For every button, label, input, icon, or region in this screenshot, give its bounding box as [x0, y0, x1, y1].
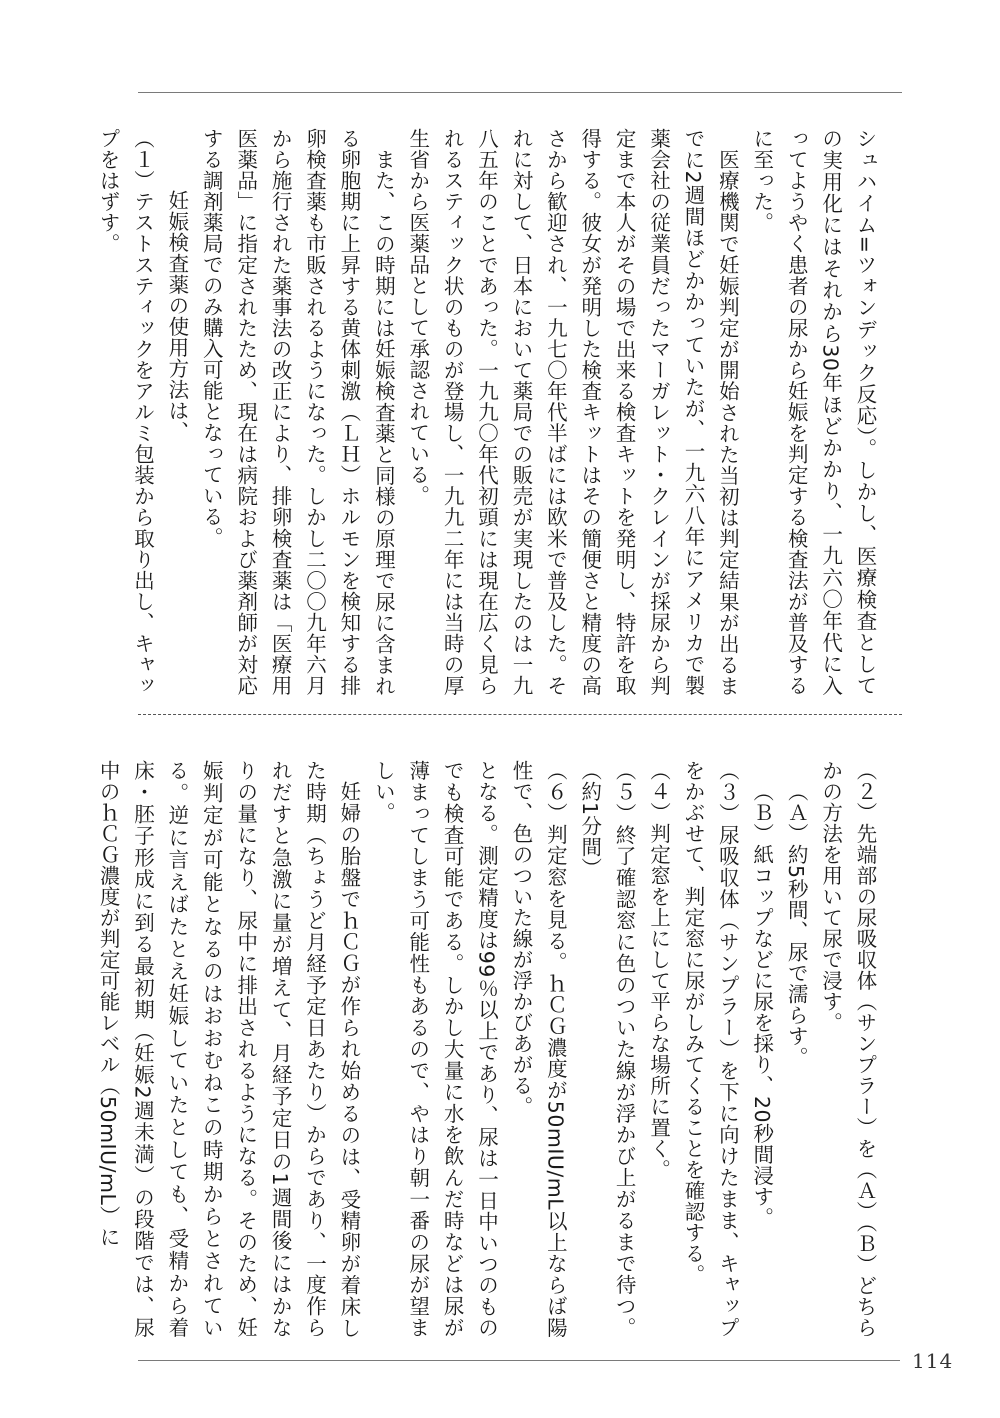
lower-text-column [96, 760, 882, 1338]
top-rule [138, 92, 902, 93]
column-divider [138, 714, 902, 715]
paragraph: 医療機関で妊娠判定が開始された当初は判定結果が出るまでに2週間ほどかかっていたが、一九六八年にアメリカで製薬会社の従業員だったマーガレット・クレインが採尿から判定まで本人がその場で出来る検査キットを発明し、特許を取得する。彼女が発明した検査キットはその簡便さと精度の高さから歓迎され、一九七〇年代半ばには欧米で普及した。それに対して、日本において薬局での販売が実現したのは一九八五年のことであった。一九九〇年代初頭には現在広く見られるスティック状のものが登場し、一九九二年には当時の厚生省から医薬品として承認されている。 [405, 128, 740, 696]
paragraph: また、この時期には妊娠検査薬と同様の原理で尿に含まれる卵胞期に上昇する黄体刺激（ＬＨ）ホルモンを検知する排卵検査薬も市販されるようになった。しかし二〇〇九年六月から施行された薬事法の改正により、排卵検査薬は「医療用医薬品」に指定されたため、現在は病院および薬剤師が対応する調剤薬局でのみ購入可能となっている。 [199, 128, 396, 696]
paragraph: （Ｂ）紙コップなどに尿を採り、20秒間浸す。 [749, 780, 774, 1228]
page-number: 114 [912, 1349, 954, 1373]
paragraph: （６）判定窓を見る。ｈＣＧ濃度が50mIU/mL以上ならば陽性で、色のついた線が浮かびあがる。 [508, 760, 568, 1338]
paragraph: （５）終了確認窓に色のついた線が浮かび上がるまで待つ。（約1分間） [577, 760, 637, 1338]
upper-text-column [96, 128, 882, 696]
bottom-rule [138, 1360, 900, 1361]
paragraph: （１）テストスティックをアルミ包装から取り出し、キャップをはずす。 [96, 128, 155, 696]
paragraph: （３）尿吸収体（サンプラー）を下に向けたまま、キャップをかぶせて、判定窓に尿がしみてくることを確認する。 [680, 760, 740, 1338]
paragraph: 妊婦の胎盤でｈＣＧが作られ始めるのは、受精卵が着床した時期（ちょうど月経予定日あたり）からであり、一度作られだすと急激に量が増えて、月経予定日の1週間後にはかなりの量になり、尿中に排出されるようになる。そのため、妊娠判定が可能となるのはおおむねこの時期からとされている。逆に言えばたとえ妊娠していたとしても、受精から着床・胚子形成に到る最初期（妊娠2週未満）の段階では、尿中のｈＣＧ濃度が判定可能レベル（50mIU/mL）に [96, 760, 361, 1338]
paragraph: 妊娠検査薬の使用方法は、 [164, 189, 189, 442]
paragraph: （Ａ）約5秒間、尿で濡らす。 [784, 780, 809, 1068]
paragraph: （４）判定窓を上にして平らな場所に置く。 [646, 760, 671, 1180]
paragraph: （２）先端部の尿吸収体（サンプラー）を（Ａ）（Ｂ）どちらかの方法を用いて尿で浸す。 [818, 760, 877, 1338]
paragraph: となる。測定精度は99％以上であり、尿は一日中いつのものでも検査可能である。しかし大量に水を飲んだ時などは尿が薄まってしまう可能性もあるので、やはり朝一番の尿が望ましい。 [371, 760, 499, 1338]
paragraph: シュハイム=ツォンデック反応）。しかし、医療検査としての実用化にはそれから30年ほどかかり、一九六〇年代に入ってようやく患者の尿から妊娠を判定する検査法が普及するに至った。 [749, 128, 877, 696]
